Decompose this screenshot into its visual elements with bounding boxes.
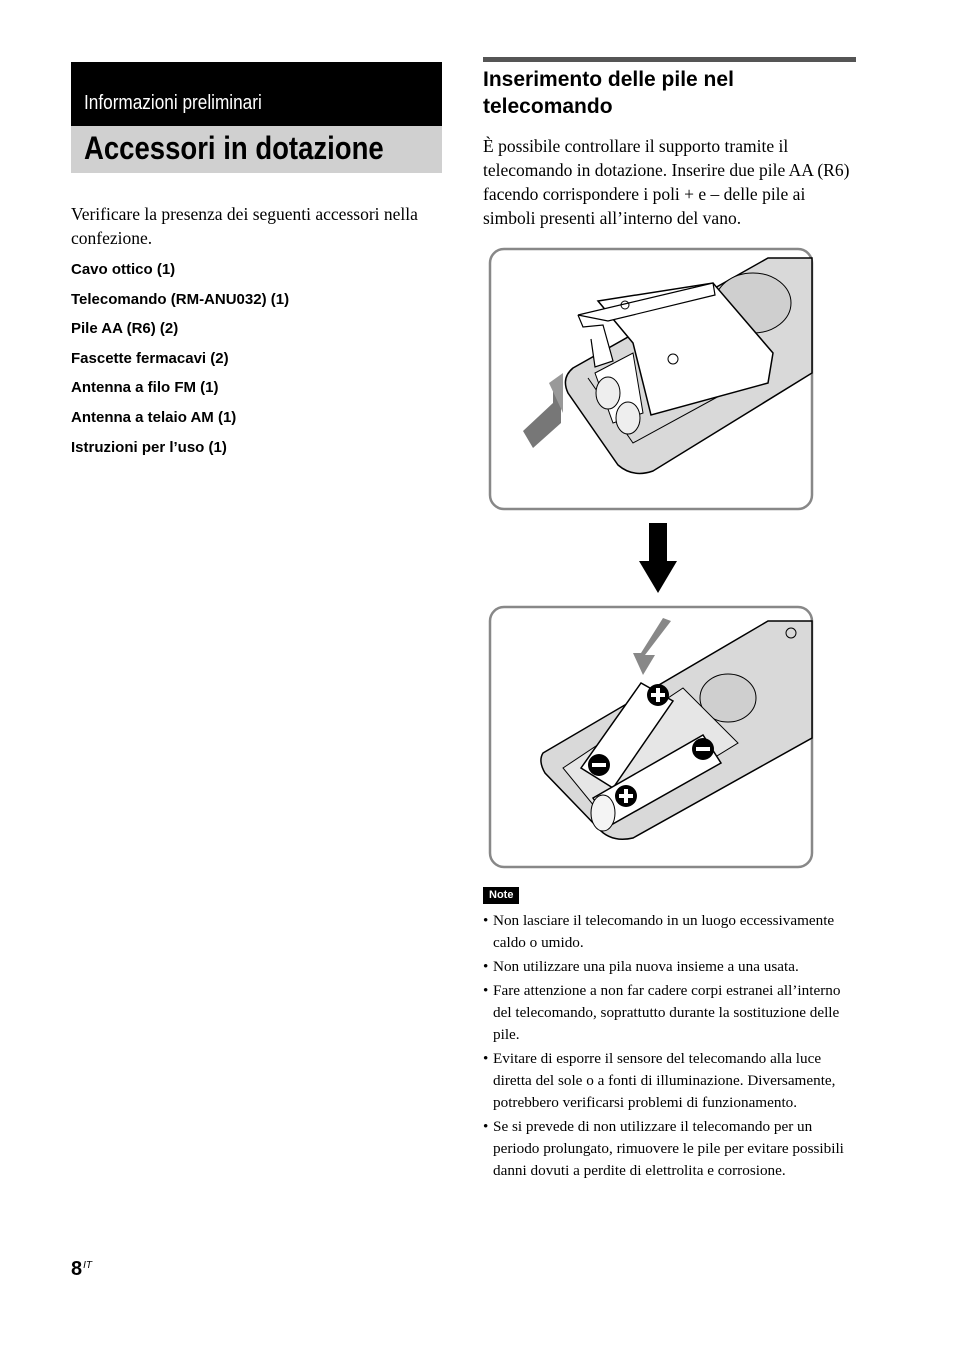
section-category-bar (71, 62, 442, 126)
battery-instructions: È possibile controllare il supporto tramite il telecomando in dotazione. Inserire due pile AA (R6) facendo corrispondere i poli + e – delle pile ai simboli presenti all’interno del vano. (483, 136, 850, 228)
page-language-code: IT (83, 1260, 93, 1271)
down-arrow-icon (639, 523, 677, 593)
note-item: • Se si prevede di non utilizzare il telecomando per un periodo prolungato, rimuovere le pile per evitare possibili danni dovuti a perdite di elettrolita e corrosione. (483, 1116, 857, 1182)
notes-list (483, 910, 857, 1184)
section-header (71, 62, 442, 173)
section-title-bar (71, 126, 442, 173)
illustration-step-insert-batteries (490, 607, 812, 867)
plus-icon (647, 684, 669, 706)
note-badge: Note (483, 887, 519, 904)
accessory-item: Antenna a filo FM (1) (71, 379, 219, 397)
page-number (71, 1258, 92, 1281)
minus-icon (692, 738, 714, 760)
note-item: • Evitare di esporre il sensore del telecomando alla luce diretta del sole o a fonti di illuminazione. Diversamente, potrebbero verificarsi problemi di funzionamento. (483, 1048, 857, 1114)
accessory-item: Istruzioni per l’uso (1) (71, 438, 227, 456)
intro-paragraph: Verificare la presenza dei seguenti accessori nella confezione. (71, 204, 418, 248)
subsection-rule (483, 57, 856, 62)
note-item: • Non utilizzare una pila nuova insieme a una usata. (483, 956, 857, 978)
accessories-list (71, 260, 289, 467)
subsection-title: Inserimento delle pile nel telecomando (483, 68, 734, 118)
minus-icon (588, 754, 610, 776)
accessory-item: Antenna a telaio AM (1) (71, 408, 237, 426)
page-number-value: 8 (71, 1258, 83, 1280)
note-item: • Fare attenzione a non far cadere corpi estranei all’interno del telecomando, soprattutto durante la sostituzione delle pile. (483, 980, 857, 1046)
section-category: Informazioni preliminari (84, 92, 262, 114)
note-item: • Non lasciare il telecomando in un luogo eccessivamente caldo o umido. (483, 910, 857, 954)
illustration-step-remove-cover (490, 249, 812, 509)
accessory-item: Fascette fermacavi (2) (71, 349, 229, 367)
plus-icon (615, 785, 637, 807)
accessory-item: Pile AA (R6) (2) (71, 320, 179, 338)
battery-insertion-illustration (483, 243, 823, 873)
page-title: Accessori in dotazione (84, 130, 384, 166)
accessory-item: Cavo ottico (1) (71, 261, 176, 278)
accessory-item: Telecomando (RM-ANU032) (1) (71, 290, 290, 308)
